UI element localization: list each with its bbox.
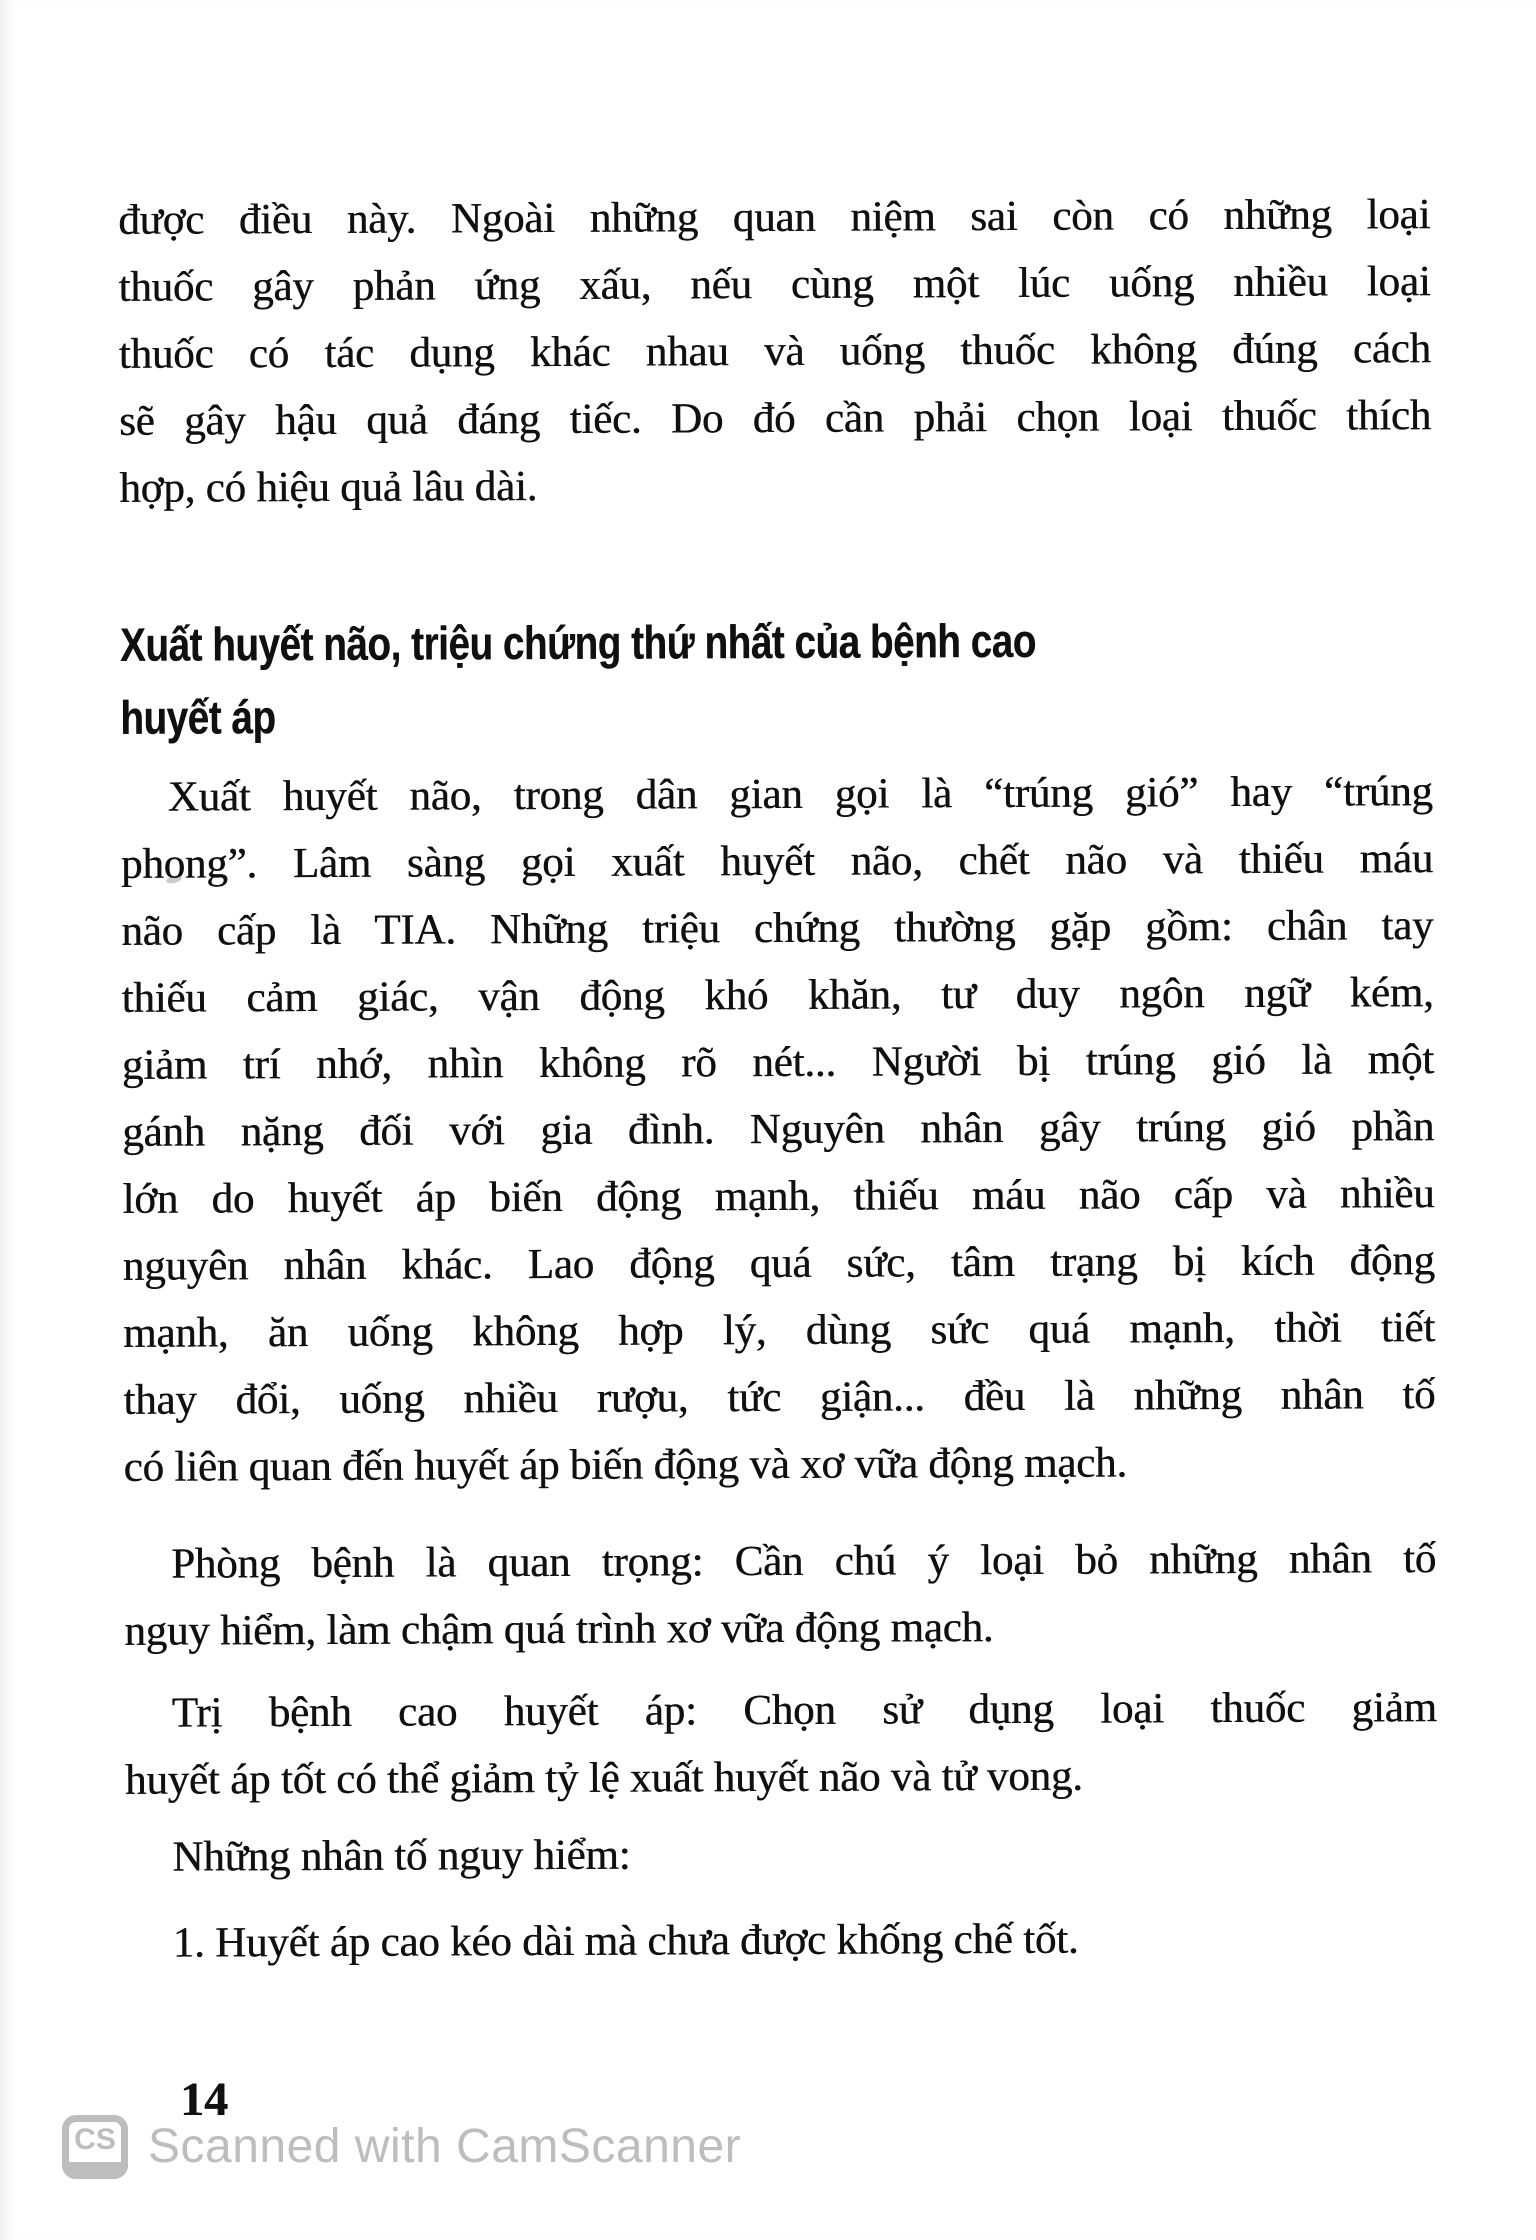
heading-line: huyết áp	[120, 690, 276, 744]
page-number: 14	[180, 2073, 228, 2126]
text-line: gánh nặng đối với gia đình. Nguyên nhân gây trúng gió phần	[122, 1103, 1435, 1156]
text-line: huyết áp tốt có thể giảm tỷ lệ xuất huyết não và tử vong.	[124, 1752, 1083, 1804]
text-line: giảm trí nhớ, nhìn không rõ nét... Người bị trúng gió là một	[121, 1036, 1434, 1089]
text-line: nguy hiểm, làm chậm quá trình xơ vữa động mạch.	[124, 1604, 994, 1655]
text-line: 1. Huyết áp cao kéo dài mà chưa được khống chế tốt.	[172, 1915, 1079, 1967]
paragraph-risk-factors-title	[125, 1818, 1437, 1891]
page-text-block	[118, 181, 1438, 1977]
paragraph-treatment	[125, 1674, 1438, 1814]
paragraph-symptoms	[121, 758, 1436, 1501]
camscanner-logo-icon	[62, 2115, 128, 2179]
text-line: não cấp là TIA. Những triệu chứng thường gặp gồm: chân tay	[121, 902, 1434, 955]
paragraph-prevention	[124, 1525, 1437, 1665]
paragraph-intro	[118, 181, 1431, 522]
watermark-label: Scanned with CamScanner	[148, 2120, 742, 2173]
text-line: Những nhân tố nguy hiểm:	[172, 1831, 631, 1881]
text-line: Phòng bệnh là quan trọng: Cần chú ý loại bỏ những nhân tố	[170, 1535, 1437, 1588]
camscanner-logo-letters: CS	[74, 2123, 116, 2156]
heading-line: Xuất huyết não, triệu chứng thứ nhất của bệnh cao	[119, 613, 1036, 671]
text-line: Xuất huyết não, trong dân gian gọi là “trúng gió” hay “trúng	[167, 768, 1433, 821]
text-line: phong”. Lâm sàng gọi xuất huyết não, chết não và thiếu máu	[120, 835, 1434, 888]
text-line: thuốc có tác dụng khác nhau và uống thuốc không đúng cách	[118, 325, 1431, 378]
text-line: lớn do huyết áp biến động mạnh, thiếu máu não cấp và nhiều	[122, 1170, 1435, 1223]
text-line: hợp, có hiệu quả lâu dài.	[119, 463, 538, 512]
text-line: thiếu cảm giác, vận động khó khăn, tư duy ngôn ngữ kém,	[121, 969, 1434, 1022]
text-line: được điều này. Ngoài những quan niệm sai còn có những loại	[118, 191, 1431, 244]
text-line: nguyên nhân khác. Lao động quá sức, tâm trạng bị kích động	[122, 1237, 1435, 1290]
text-line: có liên quan đến huyết áp biến động và xơ vữa động mạch.	[123, 1439, 1127, 1491]
paragraph-risk-factor-1	[126, 1904, 1438, 1977]
text-line: thay đổi, uống nhiều rượu, tức giận... đều là những nhân tố	[123, 1371, 1436, 1424]
camscanner-logo-band	[62, 2162, 128, 2179]
section-heading	[120, 602, 1433, 754]
text-line: sẽ gây hậu quả đáng tiếc. Do đó cần phải chọn loại thuốc thích	[118, 392, 1432, 445]
text-line: mạnh, ăn uống không hợp lý, dùng sức quá mạnh, thời tiết	[122, 1304, 1436, 1357]
text-line: thuốc gây phản ứng xấu, nếu cùng một lúc uống nhiều loại	[118, 258, 1431, 311]
text-line: Trị bệnh cao huyết áp: Chọn sử dụng loại thuốc giảm	[171, 1684, 1437, 1737]
camscanner-watermark	[62, 2115, 741, 2179]
